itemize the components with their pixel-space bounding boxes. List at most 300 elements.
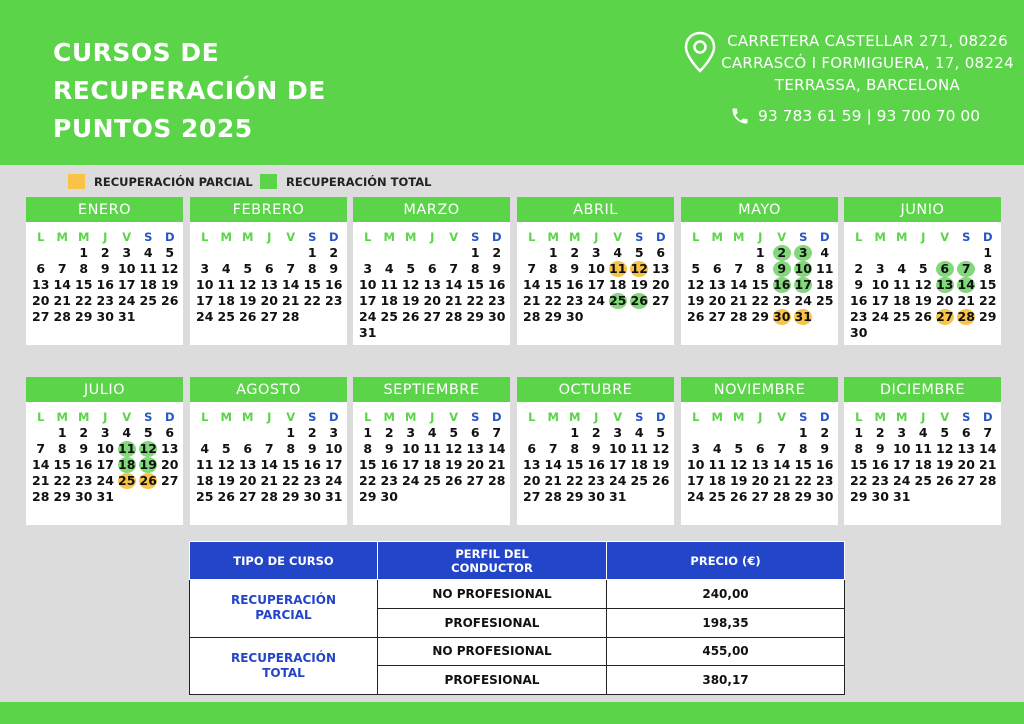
day-total: 3 xyxy=(794,245,812,261)
day: 20 xyxy=(32,293,50,308)
empty-day xyxy=(728,425,750,441)
weekday-label: V xyxy=(286,230,296,244)
day: 7 xyxy=(983,425,993,440)
day: 30 xyxy=(850,325,868,340)
weekday-label: J xyxy=(267,230,272,244)
weekday-label: M xyxy=(78,410,90,424)
month-marzo xyxy=(353,197,510,345)
weekday-label: L xyxy=(364,230,372,244)
month-name: AGOSTO xyxy=(190,377,347,402)
day: 10 xyxy=(402,441,420,456)
day: 5 xyxy=(656,425,666,440)
day: 27 xyxy=(751,489,769,504)
day: 12 xyxy=(445,441,463,456)
day: 23 xyxy=(380,473,398,488)
day: 11 xyxy=(630,441,648,456)
day: 16 xyxy=(566,277,584,292)
day: 2 xyxy=(79,425,89,440)
day: 6 xyxy=(712,261,722,276)
weekday-label: M xyxy=(874,410,886,424)
day: 11 xyxy=(139,261,157,276)
day: 4 xyxy=(384,261,394,276)
day: 7 xyxy=(286,261,296,276)
empty-day xyxy=(685,245,707,261)
day: 30 xyxy=(587,489,605,504)
day-total: 16 xyxy=(773,277,791,292)
weekday-label: M xyxy=(874,230,886,244)
day: 26 xyxy=(652,473,670,488)
day: 20 xyxy=(423,293,441,308)
day: 20 xyxy=(161,457,179,472)
day: 10 xyxy=(96,441,114,456)
day: 26 xyxy=(161,293,179,308)
month-days xyxy=(30,409,183,505)
empty-day xyxy=(357,245,379,261)
day: 8 xyxy=(570,441,580,456)
day: 8 xyxy=(983,261,993,276)
day: 18 xyxy=(609,277,627,292)
day: 14 xyxy=(730,277,748,292)
day: 24 xyxy=(794,293,812,308)
day-partial: 28 xyxy=(957,309,975,324)
weekday-label: S xyxy=(308,410,317,424)
day: 2 xyxy=(492,245,502,260)
month-enero xyxy=(26,197,183,345)
day: 25 xyxy=(816,293,834,308)
day: 21 xyxy=(544,473,562,488)
day-partial: 25 xyxy=(118,473,136,488)
day: 27 xyxy=(239,489,257,504)
day: 29 xyxy=(53,489,71,504)
weekday-label: V xyxy=(449,410,459,424)
day: 13 xyxy=(751,457,769,472)
day: 3 xyxy=(591,245,601,260)
empty-day xyxy=(259,425,281,441)
day: 16 xyxy=(850,293,868,308)
day: 17 xyxy=(893,457,911,472)
day: 7 xyxy=(264,441,274,456)
day: 9 xyxy=(591,441,601,456)
day: 19 xyxy=(217,473,235,488)
day: 2 xyxy=(100,245,110,260)
day: 24 xyxy=(196,309,214,324)
day: 26 xyxy=(914,309,932,324)
day: 18 xyxy=(196,473,214,488)
day: 28 xyxy=(282,309,300,324)
month-days xyxy=(848,229,1001,341)
day: 20 xyxy=(260,293,278,308)
day: 4 xyxy=(613,245,623,260)
day: 19 xyxy=(445,457,463,472)
day: 18 xyxy=(708,473,726,488)
empty-day xyxy=(956,245,978,261)
month-name: SEPTIEMBRE xyxy=(353,377,510,402)
header-banner xyxy=(0,0,1024,165)
day-total: 7 xyxy=(957,261,975,277)
day: 2 xyxy=(875,425,885,440)
empty-day xyxy=(728,245,750,261)
day: 27 xyxy=(957,473,975,488)
empty-day xyxy=(707,425,729,441)
weekday-label: S xyxy=(471,230,480,244)
empty-day xyxy=(521,245,543,261)
day: 4 xyxy=(143,245,153,260)
day: 22 xyxy=(850,473,868,488)
day: 5 xyxy=(449,425,459,440)
month-name: ABRIL xyxy=(517,197,674,222)
weekday-label: M xyxy=(56,230,68,244)
day: 24 xyxy=(587,293,605,308)
day: 26 xyxy=(239,309,257,324)
day: 12 xyxy=(687,277,705,292)
day: 10 xyxy=(893,441,911,456)
day: 26 xyxy=(402,309,420,324)
day: 1 xyxy=(798,425,808,440)
day: 23 xyxy=(325,293,343,308)
day: 17 xyxy=(687,473,705,488)
day: 20 xyxy=(466,457,484,472)
day: 8 xyxy=(470,261,480,276)
month-octubre xyxy=(517,377,674,525)
address-line-1: CARRETERA CASTELLAR 271, 08226 xyxy=(727,32,1008,50)
header-price: PRECIO (€) xyxy=(607,542,845,580)
weekday-label: J xyxy=(103,410,108,424)
day: 7 xyxy=(548,441,558,456)
day-partial: 30 xyxy=(773,309,791,324)
month-junio xyxy=(844,197,1001,345)
day-total: 6 xyxy=(936,261,954,277)
empty-day xyxy=(891,245,913,261)
month-days xyxy=(30,229,183,325)
day-partial: 27 xyxy=(936,309,954,324)
weekday-label: V xyxy=(940,410,950,424)
day: 1 xyxy=(983,245,993,260)
month-diciembre xyxy=(844,377,1001,525)
weekday-label: V xyxy=(777,230,787,244)
day: 7 xyxy=(449,261,459,276)
address-line-3: TERRASSA, BARCELONA xyxy=(774,76,961,94)
price-cell: 198,35 xyxy=(607,608,845,637)
day: 22 xyxy=(282,473,300,488)
weekday-label: J xyxy=(921,230,926,244)
day: 25 xyxy=(217,309,235,324)
day: 24 xyxy=(687,489,705,504)
day: 5 xyxy=(691,261,701,276)
day: 28 xyxy=(53,309,71,324)
weekday-label: D xyxy=(328,230,339,244)
day-total: 10 xyxy=(794,261,812,276)
day: 5 xyxy=(165,245,175,260)
day: 11 xyxy=(196,457,214,472)
weekday-label: L xyxy=(692,410,700,424)
day: 22 xyxy=(794,473,812,488)
day: 1 xyxy=(854,425,864,440)
day: 31 xyxy=(118,309,136,324)
weekday-label: J xyxy=(267,410,272,424)
month-abril xyxy=(517,197,674,345)
weekday-label: S xyxy=(308,230,317,244)
day: 1 xyxy=(570,425,580,440)
day: 13 xyxy=(423,277,441,292)
day: 19 xyxy=(687,293,705,308)
footer-bar xyxy=(0,702,1024,724)
day: 4 xyxy=(712,441,722,456)
header-driver-profile: PERFIL DEL CONDUCTOR xyxy=(378,542,607,580)
day: 22 xyxy=(979,293,997,308)
month-days xyxy=(194,409,347,505)
weekday-label: L xyxy=(855,410,863,424)
day: 11 xyxy=(816,261,834,276)
day: 31 xyxy=(325,489,343,504)
month-days xyxy=(357,229,510,341)
day: 8 xyxy=(363,441,373,456)
day: 17 xyxy=(609,457,627,472)
day: 17 xyxy=(871,293,889,308)
day: 9 xyxy=(875,441,885,456)
day: 17 xyxy=(359,293,377,308)
day: 4 xyxy=(918,425,928,440)
day: 21 xyxy=(282,293,300,308)
day: 19 xyxy=(161,277,179,292)
day: 24 xyxy=(893,473,911,488)
day: 22 xyxy=(544,293,562,308)
day: 31 xyxy=(609,489,627,504)
day: 1 xyxy=(57,425,67,440)
day: 9 xyxy=(100,261,110,276)
empty-day xyxy=(216,245,238,261)
day: 1 xyxy=(363,425,373,440)
day: 21 xyxy=(979,457,997,472)
legend-total-swatch xyxy=(260,174,277,189)
address-line-2: CARRASCÓ I FORMIGUERA, 17, 08224 xyxy=(721,54,1014,72)
empty-day xyxy=(685,425,707,441)
day: 18 xyxy=(816,277,834,292)
weekday-label: M xyxy=(383,230,395,244)
day: 17 xyxy=(402,457,420,472)
month-name: NOVIEMBRE xyxy=(681,377,838,402)
day: 10 xyxy=(325,441,343,456)
day: 28 xyxy=(544,489,562,504)
day: 26 xyxy=(445,473,463,488)
day: 16 xyxy=(75,457,93,472)
day: 15 xyxy=(359,457,377,472)
day: 4 xyxy=(122,425,132,440)
day: 23 xyxy=(488,293,506,308)
weekday-label: M xyxy=(547,410,559,424)
weekday-label: S xyxy=(635,410,644,424)
day: 18 xyxy=(893,293,911,308)
empty-day xyxy=(870,245,892,261)
day: 3 xyxy=(613,425,623,440)
day: 18 xyxy=(217,293,235,308)
day: 14 xyxy=(53,277,71,292)
month-name: JULIO xyxy=(26,377,183,402)
day: 23 xyxy=(773,293,791,308)
weekday-label: V xyxy=(777,410,787,424)
day: 21 xyxy=(773,473,791,488)
month-days xyxy=(521,229,674,325)
empty-day xyxy=(194,425,216,441)
day: 11 xyxy=(423,441,441,456)
weekday-label: L xyxy=(37,230,45,244)
day: 16 xyxy=(325,277,343,292)
day: 6 xyxy=(36,261,46,276)
day: 14 xyxy=(32,457,50,472)
weekday-label: M xyxy=(733,410,745,424)
day: 16 xyxy=(488,277,506,292)
day: 30 xyxy=(816,489,834,504)
day: 2 xyxy=(307,425,317,440)
day: 20 xyxy=(239,473,257,488)
day: 17 xyxy=(118,277,136,292)
empty-day xyxy=(237,425,259,441)
day: 3 xyxy=(200,261,210,276)
day: 20 xyxy=(652,277,670,292)
day: 30 xyxy=(96,309,114,324)
day: 19 xyxy=(914,293,932,308)
weekday-label: M xyxy=(896,230,908,244)
day: 24 xyxy=(96,473,114,488)
day: 7 xyxy=(527,261,537,276)
weekday-label: M xyxy=(405,230,417,244)
price-cell: 240,00 xyxy=(607,580,845,609)
day: 11 xyxy=(893,277,911,292)
day: 28 xyxy=(730,309,748,324)
day: 2 xyxy=(384,425,394,440)
day: 17 xyxy=(587,277,605,292)
day: 3 xyxy=(363,261,373,276)
day: 13 xyxy=(260,277,278,292)
day: 28 xyxy=(445,309,463,324)
day: 1 xyxy=(755,245,765,260)
day: 18 xyxy=(423,457,441,472)
day: 12 xyxy=(652,441,670,456)
price-table xyxy=(189,541,845,695)
month-days xyxy=(357,409,510,505)
day: 25 xyxy=(914,473,932,488)
day: 23 xyxy=(816,473,834,488)
day: 10 xyxy=(196,277,214,292)
day: 16 xyxy=(380,457,398,472)
day: 1 xyxy=(79,245,89,260)
day: 3 xyxy=(100,425,110,440)
day-total: 13 xyxy=(936,277,954,292)
day: 19 xyxy=(402,293,420,308)
day: 8 xyxy=(854,441,864,456)
month-septiembre xyxy=(353,377,510,525)
legend-partial-label: RECUPERACIÓN PARCIAL xyxy=(94,174,253,189)
day: 7 xyxy=(734,261,744,276)
weekday-label: V xyxy=(122,410,132,424)
month-name: MAYO xyxy=(681,197,838,222)
day: 4 xyxy=(200,441,210,456)
day: 28 xyxy=(32,489,50,504)
day: 30 xyxy=(380,489,398,504)
day: 5 xyxy=(243,261,253,276)
day: 21 xyxy=(523,293,541,308)
day: 4 xyxy=(820,245,830,260)
day: 12 xyxy=(217,457,235,472)
day: 4 xyxy=(897,261,907,276)
day: 25 xyxy=(139,293,157,308)
day: 20 xyxy=(708,293,726,308)
day: 29 xyxy=(359,489,377,504)
day: 10 xyxy=(118,261,136,276)
day: 24 xyxy=(359,309,377,324)
day: 7 xyxy=(36,441,46,456)
month-name: JUNIO xyxy=(844,197,1001,222)
location-pin-icon xyxy=(683,31,717,73)
day: 12 xyxy=(161,261,179,276)
day: 9 xyxy=(384,441,394,456)
day: 13 xyxy=(652,261,670,276)
day: 15 xyxy=(544,277,562,292)
month-julio xyxy=(26,377,183,525)
weekday-label: L xyxy=(37,410,45,424)
day: 5 xyxy=(221,441,231,456)
day: 19 xyxy=(652,457,670,472)
weekday-label: S xyxy=(962,230,971,244)
day: 30 xyxy=(75,489,93,504)
weekday-label: S xyxy=(799,230,808,244)
month-febrero xyxy=(190,197,347,345)
weekday-label: M xyxy=(896,410,908,424)
legend-partial xyxy=(68,174,253,189)
day: 24 xyxy=(325,473,343,488)
day: 19 xyxy=(730,473,748,488)
day: 27 xyxy=(523,489,541,504)
empty-day xyxy=(934,245,956,261)
day: 22 xyxy=(566,473,584,488)
day: 30 xyxy=(488,309,506,324)
day: 6 xyxy=(243,441,253,456)
weekday-label: D xyxy=(819,230,830,244)
table-row xyxy=(190,637,845,666)
weekday-label: D xyxy=(164,230,175,244)
day: 3 xyxy=(122,245,132,260)
day-total: 11 xyxy=(118,441,136,456)
day: 21 xyxy=(53,293,71,308)
day: 14 xyxy=(260,457,278,472)
weekday-label: D xyxy=(655,230,666,244)
day: 11 xyxy=(914,441,932,456)
day: 3 xyxy=(897,425,907,440)
legend-partial-swatch xyxy=(68,174,85,189)
day: 24 xyxy=(118,293,136,308)
weekday-label: M xyxy=(569,410,581,424)
day: 26 xyxy=(936,473,954,488)
day: 6 xyxy=(656,245,666,260)
day: 22 xyxy=(359,473,377,488)
day: 21 xyxy=(957,293,975,308)
day: 4 xyxy=(634,425,644,440)
weekday-label: D xyxy=(982,410,993,424)
day: 27 xyxy=(161,473,179,488)
day-total: 26 xyxy=(630,293,648,308)
day: 2 xyxy=(329,245,339,260)
day-total: 17 xyxy=(794,277,812,292)
day: 16 xyxy=(816,457,834,472)
weekday-label: M xyxy=(547,230,559,244)
weekday-label: J xyxy=(758,230,763,244)
day: 31 xyxy=(359,325,377,340)
day: 15 xyxy=(466,277,484,292)
day: 27 xyxy=(260,309,278,324)
day: 7 xyxy=(492,425,502,440)
day: 6 xyxy=(755,441,765,456)
day: 1 xyxy=(548,245,558,260)
day: 13 xyxy=(239,457,257,472)
